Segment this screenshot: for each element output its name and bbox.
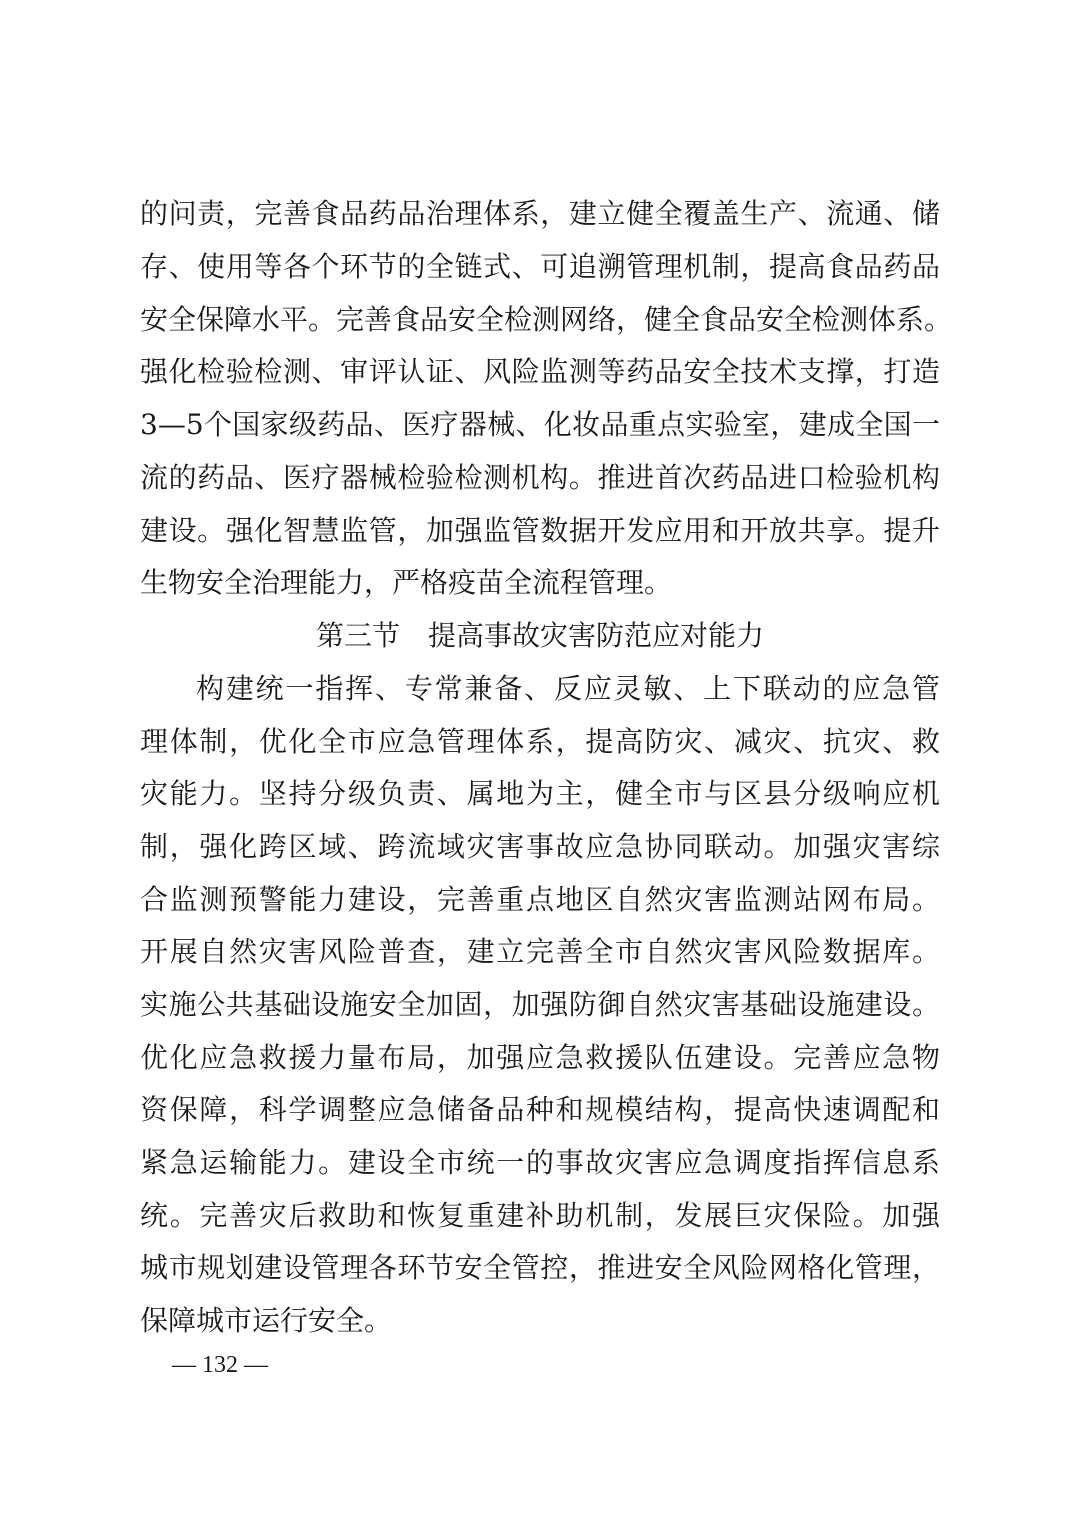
paragraph-1-line-7: 建设。强化智慧监管，加强监管数据开发应用和开放共享。提升	[140, 514, 940, 547]
paragraph-1-line-6: 流的药品、医疗器械检验检测机构。推进首次药品进口检验机构	[140, 461, 940, 494]
paragraph-1-line-8: 生物安全治理能力，严格疫苗全流程管理。	[140, 566, 673, 599]
paragraph-1-line-3: 安全保障水平。完善食品安全检测网络，健全食品安全检测体系。	[140, 303, 953, 336]
paragraph-1-line-2: 存、使用等各个环节的全链式、可追溯管理机制，提高食品药品	[140, 250, 940, 283]
paragraph-2-line-11: 统。完善灾后救助和恢复重建补助机制，发展巨灾保险。加强	[140, 1199, 940, 1232]
paragraph-1-line-4: 强化检验检测、审评认证、风险监测等药品安全技术支撑，打造	[140, 355, 940, 388]
paragraph-2-line-10: 紧急运输能力。建设全市统一的事故灾害应急调度指挥信息系	[140, 1146, 940, 1179]
paragraph-1-line-1: 的问责，完善食品药品治理体系，建立健全覆盖生产、流通、储	[140, 197, 940, 230]
paragraph-2-line-1: 构建统一指挥、专常兼备、反应灵敏、上下联动的应急管	[196, 672, 940, 705]
paragraph-2-line-6: 开展自然灾害风险普查，建立完善全市自然灾害风险数据库。	[140, 935, 940, 968]
paragraph-2-line-5: 合监测预警能力建设，完善重点地区自然灾害监测站网布局。	[140, 883, 940, 916]
section-title: 提高事故灾害防范应对能力	[428, 619, 765, 652]
paragraph-2-line-12: 城市规划建设管理各环节安全管控，推进安全风险网格化管理，	[140, 1251, 940, 1284]
paragraph-2-line-13: 保障城市运行安全。	[140, 1304, 393, 1337]
page-number: — 132 —	[172, 1352, 268, 1378]
paragraph-2-line-3: 灾能力。坚持分级负责、属地为主，健全市与区县分级响应机	[140, 777, 940, 810]
paragraph-2-line-8: 优化应急救援力量布局，加强应急救援队伍建设。完善应急物	[140, 1041, 940, 1074]
paragraph-1-line-5: 3—5个国家级药品、医疗器械、化妆品重点实验室，建成全国一	[140, 408, 940, 441]
section-number: 第三节	[315, 619, 400, 652]
paragraph-2-line-9: 资保障，科学调整应急储备品种和规模结构，提高快速调配和	[140, 1093, 940, 1126]
section-heading	[140, 616, 940, 656]
paragraph-2-line-4: 制，强化跨区域、跨流域灾害事故应急协同联动。加强灾害综	[140, 830, 940, 863]
paragraph-2-line-7: 实施公共基础设施安全加固，加强防御自然灾害基础设施建设。	[140, 988, 940, 1021]
paragraph-2-line-2: 理体制，优化全市应急管理体系，提高防灾、减灾、抗灾、救	[140, 725, 940, 758]
